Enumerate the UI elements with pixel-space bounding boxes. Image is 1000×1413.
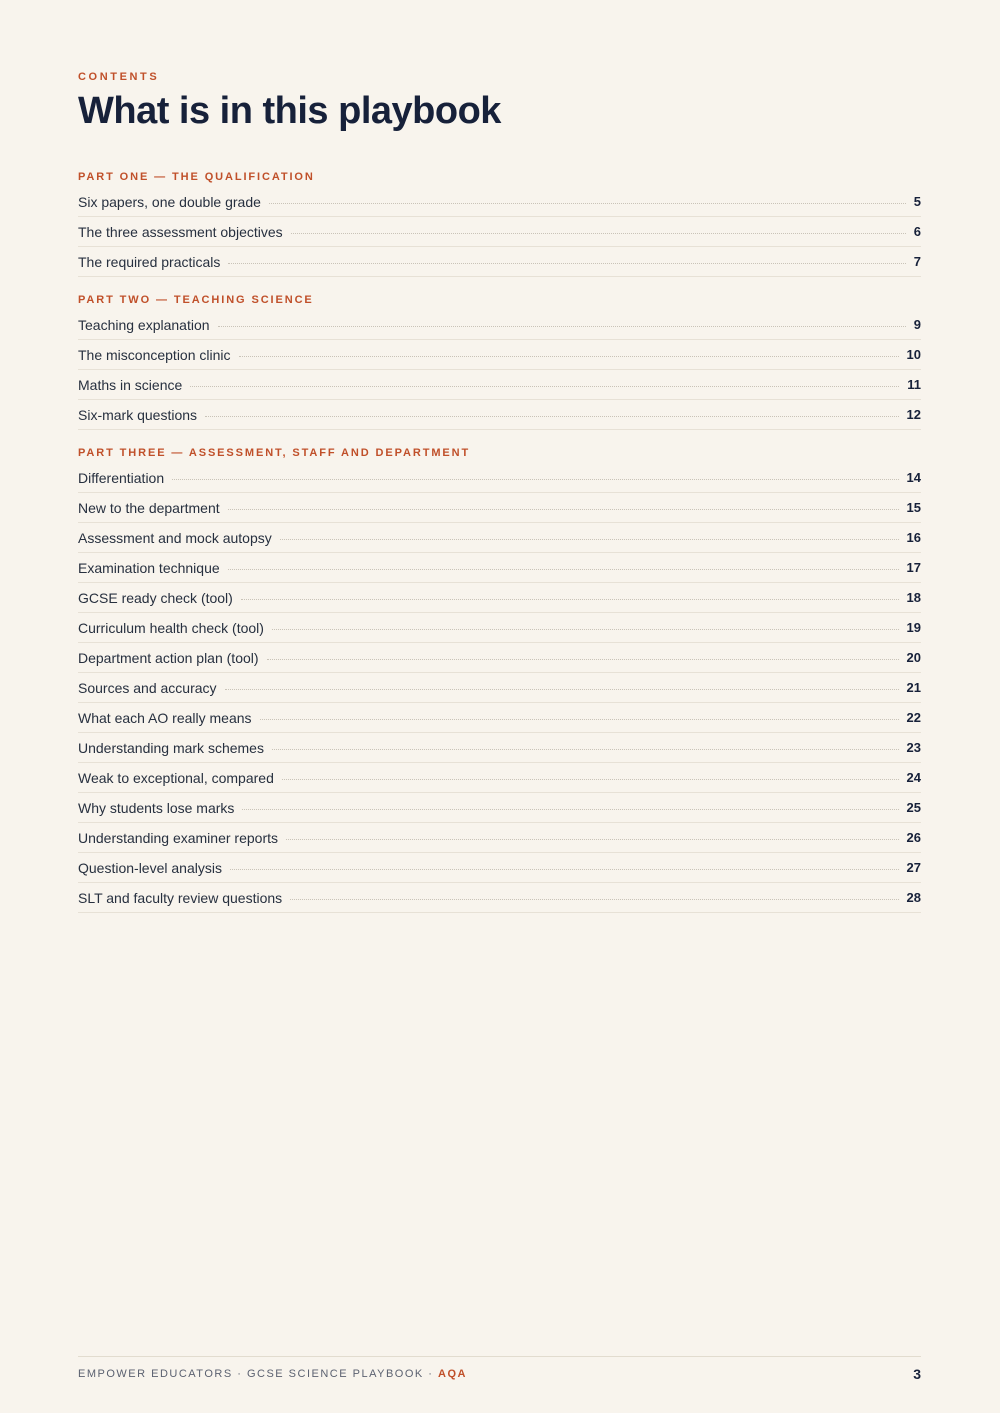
toc-entry-title: Understanding examiner reports <box>78 829 278 846</box>
dot-leader <box>230 869 899 870</box>
dot-leader <box>291 233 906 234</box>
toc-entry[interactable] <box>78 883 921 913</box>
toc-entry-page-number: 20 <box>906 650 921 665</box>
toc-entry-page-number: 19 <box>906 620 921 635</box>
toc-entry-title: Question-level analysis <box>78 859 222 876</box>
toc-entry-title: Teaching explanation <box>78 316 210 333</box>
toc-entry-page-number: 6 <box>913 224 921 239</box>
dot-leader <box>272 749 899 750</box>
toc-entry[interactable] <box>78 400 921 430</box>
toc-entry-title: Understanding mark schemes <box>78 739 264 756</box>
toc-entry-title: GCSE ready check (tool) <box>78 589 233 606</box>
toc-entry[interactable] <box>78 583 921 613</box>
dot-leader <box>228 569 899 570</box>
footer-credit <box>78 1368 467 1380</box>
toc-section <box>78 445 921 913</box>
toc-entry-page-number: 25 <box>906 800 921 815</box>
toc-entry[interactable] <box>78 217 921 247</box>
toc-entry[interactable] <box>78 370 921 400</box>
dot-leader <box>205 416 898 417</box>
dot-leader <box>218 326 906 327</box>
dot-leader <box>280 539 899 540</box>
toc-entry[interactable] <box>78 247 921 277</box>
toc-entry-title: Why students lose marks <box>78 799 235 816</box>
toc-entry[interactable] <box>78 463 921 493</box>
toc-entry[interactable] <box>78 493 921 523</box>
table-of-contents <box>78 169 921 928</box>
toc-part-heading: PART TWO — TEACHING SCIENCE <box>78 294 314 306</box>
toc-entry-page-number: 17 <box>906 560 921 575</box>
toc-entry[interactable] <box>78 187 921 217</box>
toc-entry[interactable] <box>78 703 921 733</box>
toc-entry-page-number: 23 <box>906 740 921 755</box>
toc-entry-title: Six-mark questions <box>78 406 198 423</box>
toc-entry[interactable] <box>78 823 921 853</box>
toc-entry-title: New to the department <box>78 499 220 516</box>
toc-entry-page-number: 21 <box>906 680 921 695</box>
dot-leader <box>272 629 899 630</box>
contents-eyebrow: CONTENTS <box>78 71 160 83</box>
toc-entry[interactable] <box>78 853 921 883</box>
dot-leader <box>241 599 899 600</box>
dot-leader <box>225 689 899 690</box>
toc-entry[interactable] <box>78 763 921 793</box>
toc-part-heading: PART THREE — ASSESSMENT, STAFF AND DEPARTMENT <box>78 447 471 459</box>
toc-entry-page-number: 22 <box>906 710 921 725</box>
dot-leader <box>172 479 898 480</box>
toc-section <box>78 169 921 277</box>
dot-leader <box>290 899 898 900</box>
dot-leader <box>228 263 905 264</box>
contents-page <box>78 0 921 1413</box>
toc-entry[interactable] <box>78 523 921 553</box>
toc-entry-title: Department action plan (tool) <box>78 649 259 666</box>
toc-entry-title: What each AO really means <box>78 709 252 726</box>
toc-section <box>78 292 921 430</box>
toc-entry-page-number: 24 <box>906 770 921 785</box>
footer-doc-title: GCSE SCIENCE PLAYBOOK <box>246 1368 424 1380</box>
footer-exam-board: AQA <box>438 1368 467 1380</box>
toc-entry-title: The three assessment objectives <box>78 223 283 240</box>
toc-entry-page-number: 28 <box>906 890 921 905</box>
footer-separator: · <box>232 1368 247 1380</box>
toc-entry[interactable] <box>78 733 921 763</box>
toc-entry[interactable] <box>78 553 921 583</box>
toc-entry[interactable] <box>78 310 921 340</box>
toc-entry[interactable] <box>78 793 921 823</box>
dot-leader <box>286 839 899 840</box>
toc-entry-title: Maths in science <box>78 376 183 393</box>
dot-leader <box>260 719 899 720</box>
toc-entry-title: Curriculum health check (tool) <box>78 619 264 636</box>
toc-entry-page-number: 18 <box>906 590 921 605</box>
toc-entry-title: Weak to exceptional, compared <box>78 769 274 786</box>
toc-entry-page-number: 15 <box>906 500 921 515</box>
page-number: 3 <box>913 1366 921 1382</box>
toc-entry-page-number: 5 <box>913 194 921 209</box>
toc-entry-title: SLT and faculty review questions <box>78 889 283 906</box>
toc-entry-title: Examination technique <box>78 559 220 576</box>
toc-entry-page-number: 12 <box>906 407 921 422</box>
page-footer <box>78 1356 921 1382</box>
toc-entry[interactable] <box>78 613 921 643</box>
dot-leader <box>242 809 898 810</box>
toc-entry-page-number: 9 <box>913 317 921 332</box>
dot-leader <box>282 779 899 780</box>
toc-entry-page-number: 16 <box>906 530 921 545</box>
toc-entry-page-number: 27 <box>906 860 921 875</box>
toc-entry[interactable] <box>78 643 921 673</box>
dot-leader <box>267 659 899 660</box>
toc-entry-title: Assessment and mock autopsy <box>78 529 272 546</box>
toc-entry-page-number: 10 <box>906 347 921 362</box>
toc-entry-page-number: 26 <box>906 830 921 845</box>
toc-entry[interactable] <box>78 340 921 370</box>
toc-entry-title: Differentiation <box>78 469 165 486</box>
toc-entry-title: Sources and accuracy <box>78 679 217 696</box>
toc-entry-title: Six papers, one double grade <box>78 193 261 210</box>
toc-entry-title: The required practicals <box>78 253 221 270</box>
footer-brand: EMPOWER EDUCATORS <box>78 1368 233 1380</box>
dot-leader <box>228 509 899 510</box>
toc-entry-page-number: 11 <box>907 377 921 392</box>
toc-entry-page-number: 7 <box>913 254 921 269</box>
page-title: What is in this playbook <box>78 90 501 132</box>
dot-leader <box>269 203 906 204</box>
dot-leader <box>239 356 899 357</box>
toc-part-heading: PART ONE — THE QUALIFICATION <box>78 171 315 183</box>
dot-leader <box>190 386 899 387</box>
toc-entry-title: The misconception clinic <box>78 346 231 363</box>
toc-entry[interactable] <box>78 673 921 703</box>
toc-entry-page-number: 14 <box>906 470 921 485</box>
footer-separator: · <box>423 1368 439 1380</box>
